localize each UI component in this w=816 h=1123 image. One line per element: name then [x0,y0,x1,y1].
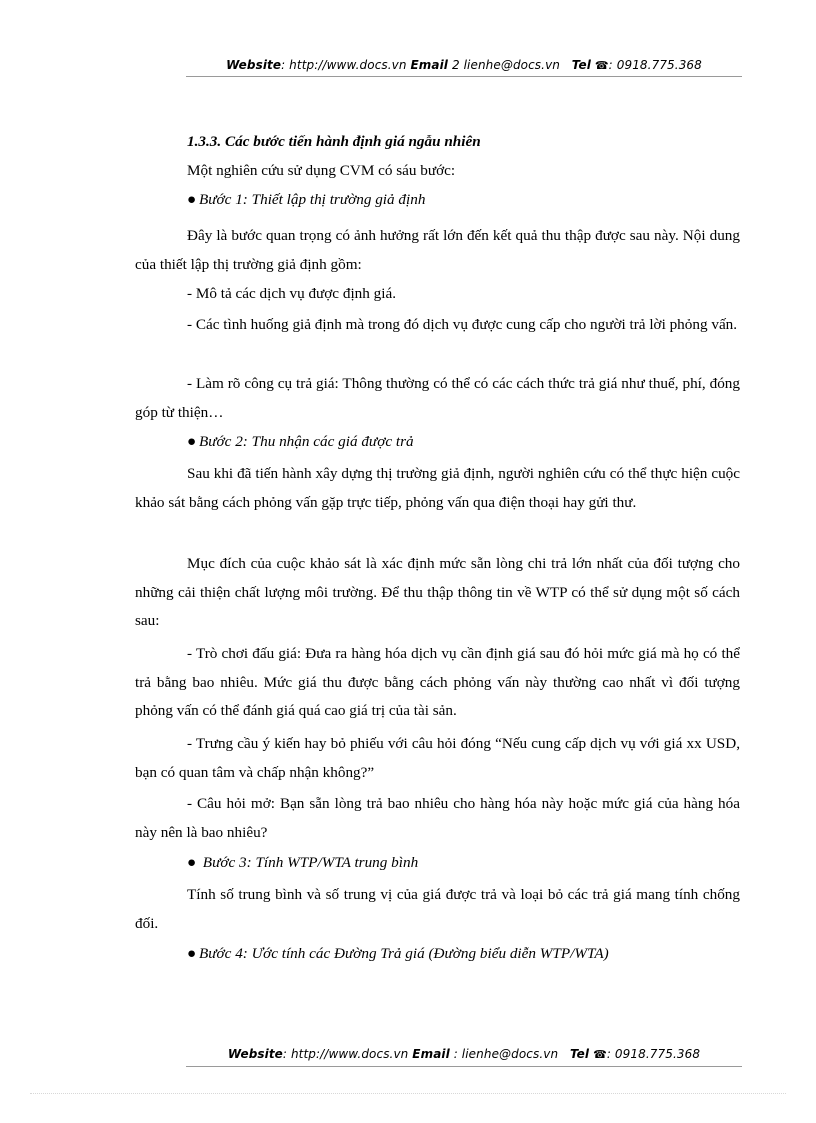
footer-tel-value: : 0918.775.368 [606,1047,701,1061]
paragraph-5: Sau khi đã tiến hành xây dựng thị trường giả định, người nghiên cứu có thể thực hiện cuộc khảo sát bằng cách phỏng vấn gặp trực tiếp, phỏng vấn qua điện thoại hay gửi thư. [135,465,740,511]
page-footer [186,1047,742,1061]
bullet-icon: ● [187,854,197,871]
paragraph-6: Mục đích của cuộc khảo sát là xác định mức sẵn lòng chi trả lớn nhất của đối tượng cho những cải thiện chất lượng môi trường. Để thu thập thông tin về WTP có thể sử dụng một số cách sau: [135,555,740,630]
header-website-url[interactable]: : http://www.docs.vn [281,58,407,72]
footer-website-url[interactable]: : http://www.docs.vn [282,1047,409,1061]
footer-website-label: Website [227,1047,283,1061]
step-2-title: Bước 2: Thu nhận các giá được trả [199,433,414,450]
header-rule [186,76,742,77]
paragraph-10: Tính số trung bình và số trung vị của giá được trả và loại bỏ các trả giá mang tính chống đối. [135,886,740,932]
step-4-title: Bước 4: Ước tính các Đường Trả giá (Đường biểu diễn WTP/WTA) [199,945,609,962]
phone-icon: ☎ [594,59,609,72]
footer-email-label: Email [412,1047,450,1061]
step-1-title: Bước 1: Thiết lập thị trường giả định [199,191,426,208]
paragraph-1: Đây là bước quan trọng có ảnh hưởng rất lớn đến kết quả thu thập được sau này. Nội dung của thiết lập thị trường giả định gồm: [135,227,740,273]
page-header [186,58,742,72]
header-email-label: Email [410,58,449,72]
intro-paragraph: Một nghiên cứu sử dụng CVM có sáu bước: [187,162,456,179]
section-heading: 1.3.3. Các bước tiến hành định giá ngẫu nhiên [187,133,481,150]
bullet-icon: ● [187,945,197,962]
paragraph-7: - Trò chơi đấu giá: Đưa ra hàng hóa dịch vụ cần định giá sau đó hỏi mức giá mà họ có thể trả bằng bao nhiêu. Mức giá thu được bằng cách phỏng vấn này thường cao nhất vì đối tượng phỏng vấn có thể đánh giá quá cao giá trị của tài sản. [135,645,740,720]
header-email-value[interactable]: 2 lienhe@docs.vn [451,58,560,72]
footer-tel-label: Tel [569,1047,590,1061]
step-3-title: Bước 3: Tính WTP/WTA trung bình [202,854,419,871]
bullet-icon: ● [187,191,197,208]
paragraph-8: - Trưng cầu ý kiến hay bỏ phiếu với câu hỏi đóng “Nếu cung cấp dịch vụ với giá xx USD, bạn có quan tâm và chấp nhận không?” [135,735,740,781]
paragraph-2: - Mô tả các dịch vụ được định giá. [187,285,396,302]
header-tel-value: : 0918.775.368 [608,58,702,72]
step-3-line [187,849,740,878]
step-2-line [187,428,740,457]
step-1-line [187,186,740,215]
paragraph-9: - Câu hỏi mở: Bạn sẵn lòng trả bao nhiêu cho hàng hóa này hoặc mức giá của hàng hóa này nên là bao nhiêu? [135,795,740,841]
paragraph-3: - Các tình huống giả định mà trong đó dịch vụ được cung cấp cho người trả lời phỏng vấn. [187,316,738,333]
paragraph-4: - Làm rõ công cụ trả giá: Thông thường có thể có các cách thức trả giá như thuế, phí, đóng góp từ thiện… [135,375,740,421]
step-4-line [187,940,740,969]
header-tel-label: Tel [571,58,591,72]
phone-icon: ☎ [593,1048,607,1061]
bullet-icon: ● [187,433,197,450]
footer-rule [186,1066,742,1067]
header-website-label: Website [226,58,282,72]
page-bottom-dotted-line [30,1093,786,1094]
footer-email-value[interactable]: : lienhe@docs.vn [453,1047,559,1061]
